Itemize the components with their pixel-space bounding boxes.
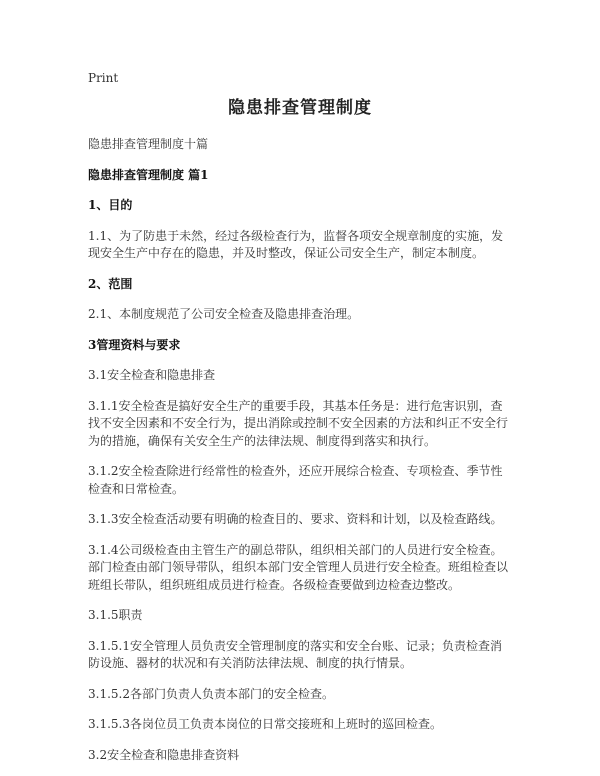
section-heading-scope: 2、范围	[88, 276, 133, 291]
paragraph-3-1-4: 3.1.4公司级检查由主管生产的副总带队，组织相关部门的人员进行安全检查。部门检查由部门领导带队，组织本部门安全管理人员进行安全检查。班组检查以班组长带队，组织班组成员进行检查。各级检查要做到边检查边整改。	[88, 542, 509, 592]
paragraph-1-1: 1.1、为了防患于未然，经过各级检查行为，监督各项安全规章制度的实施，发现安全生产中存在的隐患，并及时整改，保证公司安全生产，制定本制度。	[88, 228, 504, 260]
section-heading-article-1: 隐患排查管理制度 篇1	[88, 167, 209, 182]
paragraph-2-1: 2.1、本制度规范了公司安全检查及隐患排查治理。	[88, 307, 360, 321]
section-heading-management: 3管理资料与要求	[88, 337, 181, 352]
document-subtitle: 隐患排查管理制度十篇	[88, 137, 209, 151]
paragraph-3-1-2: 3.1.2安全检查除进行经常性的检查外，还应开展综合检查、专项检查、季节性检查和日常检查。	[88, 464, 503, 496]
paragraph-3-1: 3.1安全检查和隐患排查	[88, 368, 216, 382]
section-heading-purpose: 1、目的	[88, 198, 133, 212]
paragraph-3-1-5: 3.1.5职责	[88, 608, 143, 622]
paragraph-3-1-1: 3.1.1安全检查是搞好安全生产的重要手段，其基本任务是：进行危害识别，查找不安全因素和不安全行为，提出消除或控制不安全因素的方法和纠正不安全行为的措施，确保有关安全生产的法律法规、制度得到落实和执行。	[88, 398, 509, 448]
paragraph-3-1-5-2: 3.1.5.2各部门负责人负责本部门的安全检查。	[88, 686, 334, 701]
paragraph-3-1-5-3: 3.1.5.3各岗位员工负责本岗位的日常交接班和上班时的巡回检查。	[88, 717, 442, 731]
paragraph-3-2: 3.2安全检查和隐患排查资料	[88, 747, 240, 762]
paragraph-3-1-5-1: 3.1.5.1安全管理人员负责安全管理制度的落实和安全台账、记录；负责检查消防设施、器材的状况和有关消防法律法规、制度的执行情景。	[88, 638, 502, 670]
document-title: 隐患排查管理制度	[228, 98, 372, 118]
print-label: Print	[88, 71, 119, 85]
paragraph-3-1-3: 3.1.3安全检查活动要有明确的检查目的、要求、资料和计划，以及检查路线。	[88, 512, 503, 526]
